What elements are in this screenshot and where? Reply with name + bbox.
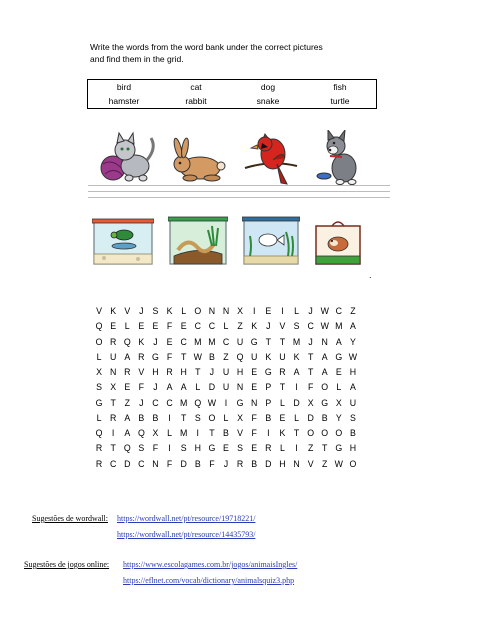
grid-letter[interactable]: G: [95, 397, 103, 408]
grid-letter[interactable]: J: [209, 367, 215, 377]
turtle-tank-picture: [92, 218, 154, 268]
grid-letter[interactable]: C: [307, 321, 314, 332]
grid-letter[interactable]: A: [350, 382, 356, 393]
grid-letter[interactable]: T: [180, 412, 187, 423]
grid-letter[interactable]: E: [138, 321, 145, 332]
grid-letter[interactable]: R: [138, 351, 145, 362]
snake-tank-picture: [168, 216, 228, 268]
grid-letter[interactable]: E: [180, 321, 187, 332]
grid-letter[interactable]: H: [349, 367, 357, 377]
grid-letter[interactable]: T: [307, 367, 314, 377]
grid-letter[interactable]: Q: [95, 321, 103, 332]
grid-letter[interactable]: L: [223, 321, 229, 332]
grid-letter[interactable]: S: [96, 382, 102, 393]
grid-letter[interactable]: C: [109, 458, 117, 469]
grid-letter[interactable]: R: [109, 336, 117, 347]
grid-letter[interactable]: T: [265, 336, 271, 347]
grid-letter[interactable]: T: [110, 397, 116, 408]
grid-letter[interactable]: F: [251, 412, 257, 423]
grid-letter[interactable]: N: [109, 367, 117, 377]
grid-letter[interactable]: D: [265, 458, 272, 469]
grid-letter[interactable]: K: [279, 428, 286, 438]
grid-letter[interactable]: W: [207, 397, 217, 408]
grid-letter[interactable]: R: [279, 367, 286, 377]
grid-letter[interactable]: X: [237, 306, 244, 316]
word-bank-item: hamster: [108, 96, 140, 106]
grid-letter[interactable]: Z: [124, 397, 130, 408]
grid-letter[interactable]: P: [265, 382, 272, 393]
grid-letter[interactable]: A: [335, 336, 342, 347]
grid-letter[interactable]: Z: [307, 443, 314, 454]
grid-letter[interactable]: G: [264, 367, 272, 377]
grid-letter[interactable]: E: [223, 443, 229, 454]
grid-letter[interactable]: Z: [322, 458, 328, 469]
grid-letter[interactable]: C: [194, 321, 201, 332]
grid-letter[interactable]: L: [96, 412, 102, 423]
grid-letter[interactable]: O: [321, 428, 329, 438]
grid-letter[interactable]: V: [138, 367, 145, 377]
word-search-grid: [92, 305, 360, 470]
word-bank: [87, 79, 377, 109]
grid-letter[interactable]: D: [124, 458, 131, 469]
grid-letter[interactable]: F: [166, 351, 173, 362]
grid-letter[interactable]: J: [308, 336, 313, 347]
grid-letter[interactable]: K: [251, 321, 258, 332]
grid-letter[interactable]: I: [295, 443, 298, 454]
grid-letter[interactable]: U: [222, 382, 230, 393]
grid-letter[interactable]: L: [223, 412, 229, 423]
grid-letter[interactable]: N: [222, 306, 230, 316]
grid-letter[interactable]: Q: [95, 428, 103, 438]
grid-letter[interactable]: A: [321, 351, 328, 362]
grid-letter[interactable]: E: [110, 321, 117, 332]
grid-letter[interactable]: S: [138, 443, 145, 454]
grid-letter[interactable]: W: [334, 458, 343, 469]
word-bank-item: turtle: [330, 96, 350, 106]
grid-letter[interactable]: I: [281, 306, 284, 316]
grid-letter[interactable]: G: [335, 443, 343, 454]
grid-letter[interactable]: F: [152, 443, 159, 454]
grid-letter[interactable]: N: [208, 306, 216, 316]
grid-letter[interactable]: M: [208, 336, 216, 347]
grid-letter[interactable]: E: [279, 412, 286, 423]
word-bank-item: rabbit: [185, 96, 207, 106]
grid-letter[interactable]: B: [223, 428, 229, 438]
grid-letter[interactable]: F: [307, 382, 314, 393]
hamster-cage-picture: [312, 218, 364, 268]
instructions: [90, 41, 410, 65]
grid-letter[interactable]: Q: [137, 428, 145, 438]
grid-letter[interactable]: I: [196, 428, 199, 438]
grid-letter[interactable]: O: [307, 428, 315, 438]
grid-letter[interactable]: J: [153, 382, 158, 393]
word-bank-item: snake: [256, 96, 280, 106]
rabbit-picture: [168, 136, 228, 186]
grid-letter[interactable]: E: [251, 367, 258, 377]
grid-letter[interactable]: J: [223, 458, 229, 469]
grid-letter[interactable]: K: [293, 351, 300, 362]
grid-letter[interactable]: I: [267, 428, 270, 438]
grid-letter[interactable]: Y: [335, 412, 342, 423]
grid-letter[interactable]: L: [195, 382, 201, 393]
grid-letter[interactable]: G: [152, 351, 159, 362]
grid-letter[interactable]: A: [321, 367, 328, 377]
word-bank-item: cat: [190, 82, 202, 92]
grid-letter[interactable]: G: [335, 351, 343, 362]
grid-letter[interactable]: S: [152, 306, 159, 316]
grid-letter[interactable]: G: [208, 443, 216, 454]
grid-letter[interactable]: H: [349, 443, 357, 454]
grid-letter[interactable]: R: [95, 458, 103, 469]
grid-letter[interactable]: V: [96, 306, 102, 316]
grid-letter[interactable]: Z: [350, 306, 356, 316]
grid-letter[interactable]: Q: [123, 443, 131, 454]
stray-dot: .: [369, 271, 372, 280]
grid-letter[interactable]: E: [251, 443, 258, 454]
answer-lines: [88, 180, 168, 198]
grid-letter[interactable]: L: [96, 351, 102, 362]
grid-letter[interactable]: C: [180, 336, 187, 347]
grid-letter[interactable]: U: [279, 351, 286, 362]
grid-letter[interactable]: A: [293, 367, 300, 377]
grid-letter[interactable]: M: [180, 428, 188, 438]
grid-letter[interactable]: B: [194, 458, 201, 469]
grid-letter[interactable]: W: [193, 351, 202, 362]
grid-letter[interactable]: L: [279, 397, 285, 408]
grid-letter[interactable]: Q: [194, 397, 202, 408]
instructions-line-1: Write the words from the word bank under the correct pictures: [90, 42, 323, 52]
grid-letter[interactable]: I: [168, 412, 171, 423]
grid-letter[interactable]: L: [294, 412, 299, 423]
grid-letter[interactable]: A: [350, 321, 356, 332]
fish-tank-picture: [242, 216, 300, 268]
answer-lines: [310, 180, 390, 198]
grid-letter[interactable]: G: [236, 397, 244, 408]
grid-letter[interactable]: L: [124, 321, 130, 332]
grid-letter[interactable]: T: [180, 351, 187, 362]
grid-letter[interactable]: E: [166, 336, 173, 347]
grid-letter[interactable]: C: [138, 458, 145, 469]
bird-picture: [243, 128, 299, 186]
wordwall-link[interactable]: https://wordwall.net/pt/resource/14435793/: [117, 530, 256, 539]
grid-letter[interactable]: D: [307, 412, 314, 423]
grid-letter[interactable]: O: [321, 382, 329, 393]
grid-letter[interactable]: I: [111, 428, 115, 438]
grid-letter[interactable]: I: [252, 306, 256, 316]
grid-letter[interactable]: A: [166, 382, 173, 393]
grid-letter[interactable]: D: [180, 458, 187, 469]
grid-letter[interactable]: U: [349, 397, 357, 408]
grid-letter[interactable]: H: [194, 443, 201, 454]
grid-letter[interactable]: M: [292, 336, 301, 347]
grid-letter[interactable]: S: [194, 412, 201, 423]
grid-letter[interactable]: R: [236, 458, 244, 469]
grid-letter[interactable]: C: [335, 306, 343, 316]
grid-letter[interactable]: H: [152, 367, 159, 377]
grid-letter[interactable]: U: [251, 351, 258, 362]
grid-letter[interactable]: N: [293, 458, 300, 469]
grid-letter[interactable]: C: [222, 336, 230, 347]
grid-letter[interactable]: B: [138, 412, 145, 423]
grid-letter[interactable]: E: [124, 382, 131, 393]
grid-letter[interactable]: N: [251, 397, 258, 408]
grid-letter[interactable]: A: [124, 428, 131, 438]
grid-letter[interactable]: Z: [223, 351, 229, 362]
grid-letter[interactable]: G: [250, 336, 258, 347]
grid-letter[interactable]: E: [251, 382, 258, 393]
grid-letter[interactable]: T: [110, 443, 116, 454]
grid-letter[interactable]: S: [293, 321, 300, 332]
grid-letter[interactable]: X: [307, 397, 314, 408]
grid-letter[interactable]: F: [166, 321, 173, 332]
grid-letter[interactable]: B: [251, 458, 258, 469]
grid-letter[interactable]: R: [265, 443, 272, 454]
grid-letter[interactable]: A: [124, 351, 131, 362]
grid-letter[interactable]: J: [308, 306, 313, 316]
grid-letter[interactable]: M: [180, 397, 188, 408]
grid-letter[interactable]: H: [279, 458, 286, 469]
grid-letter[interactable]: F: [251, 428, 257, 438]
grid-letter[interactable]: T: [307, 351, 314, 362]
grid-letter[interactable]: J: [139, 306, 144, 316]
grid-letter[interactable]: X: [237, 412, 244, 423]
grid-letter[interactable]: A: [180, 382, 187, 393]
grid-letter[interactable]: U: [236, 336, 244, 347]
grid-letter[interactable]: X: [335, 397, 342, 408]
grid-letter[interactable]: V: [124, 306, 131, 316]
grid-letter[interactable]: F: [209, 458, 215, 469]
grid-letter[interactable]: L: [279, 443, 285, 454]
grid-letter[interactable]: N: [152, 458, 159, 469]
grid-letter[interactable]: W: [320, 321, 329, 332]
grid-letter[interactable]: I: [224, 397, 228, 408]
grid-letter[interactable]: K: [166, 306, 173, 316]
grid-letter[interactable]: F: [166, 458, 173, 469]
instructions-line-2: and find them in the grid.: [90, 54, 184, 64]
word-bank-item: bird: [116, 82, 132, 92]
grid-letter[interactable]: R: [95, 443, 103, 454]
word-bank-item: dog: [260, 82, 276, 92]
grid-letter[interactable]: G: [321, 397, 329, 408]
grid-letter[interactable]: T: [279, 336, 286, 347]
grid-letter[interactable]: S: [350, 412, 356, 423]
games-label: Sugestões de jogos online:: [24, 560, 110, 569]
grid-letter[interactable]: B: [208, 351, 215, 362]
grid-letter[interactable]: Q: [123, 336, 131, 347]
grid-letter[interactable]: T: [293, 428, 300, 438]
wordwall-label: Sugestões de wordwall:: [32, 514, 108, 523]
grid-letter[interactable]: V: [279, 321, 286, 332]
grid-letter[interactable]: O: [335, 428, 343, 438]
grid-letter[interactable]: R: [124, 367, 131, 377]
grid-letter[interactable]: O: [95, 336, 103, 347]
grid-letter[interactable]: R: [166, 367, 173, 377]
grid-letter[interactable]: T: [322, 443, 328, 454]
grid-letter[interactable]: X: [96, 367, 102, 377]
grid-letter[interactable]: S: [237, 443, 244, 454]
grid-letter[interactable]: Q: [236, 351, 244, 362]
grid-letter[interactable]: D: [208, 382, 216, 393]
word-bank-item: fish: [333, 82, 347, 92]
grid-letter[interactable]: E: [152, 321, 159, 332]
games-link[interactable]: https://www.escolagames.com.br/jogos/animaisIngles/: [123, 560, 298, 569]
grid-letter[interactable]: M: [335, 321, 343, 332]
grid-letter[interactable]: K: [265, 351, 272, 362]
grid-letter[interactable]: F: [138, 382, 145, 393]
grid-letter[interactable]: K: [138, 336, 145, 347]
grid-letter[interactable]: Z: [237, 321, 243, 332]
grid-letter[interactable]: H: [236, 367, 244, 377]
grid-letter[interactable]: L: [167, 428, 173, 438]
grid-letter[interactable]: N: [321, 336, 328, 347]
grid-letter[interactable]: C: [208, 321, 216, 332]
grid-letter[interactable]: D: [293, 397, 300, 408]
grid-letter[interactable]: B: [321, 412, 328, 423]
grid-letter[interactable]: X: [110, 382, 117, 393]
grid-letter[interactable]: V: [237, 428, 244, 438]
cat-picture: [95, 128, 159, 186]
grid-letter[interactable]: W: [320, 306, 329, 316]
grid-letter[interactable]: E: [265, 306, 272, 316]
grid-letter[interactable]: J: [266, 321, 271, 332]
games-link[interactable]: https://eflnet.com/vocab/dictionary/animalsquiz3.php: [123, 576, 295, 585]
grid-letter[interactable]: J: [139, 397, 144, 408]
answer-lines: [164, 180, 244, 198]
grid-letter[interactable]: X: [152, 428, 159, 438]
grid-letter[interactable]: L: [336, 382, 342, 393]
grid-letter[interactable]: C: [166, 397, 173, 408]
grid-letter[interactable]: N: [236, 382, 244, 393]
grid-letter[interactable]: P: [265, 397, 272, 408]
grid-letter[interactable]: E: [335, 367, 342, 377]
grid-letter[interactable]: U: [222, 367, 230, 377]
grid-letter[interactable]: V: [307, 458, 314, 469]
grid-letter[interactable]: I: [168, 443, 171, 454]
grid-letter[interactable]: K: [110, 306, 117, 316]
grid-letter[interactable]: R: [109, 412, 117, 423]
grid-letter[interactable]: H: [180, 367, 187, 377]
grid-letter[interactable]: J: [153, 336, 158, 347]
grid-letter[interactable]: O: [208, 412, 216, 423]
grid-letter[interactable]: B: [350, 428, 356, 438]
grid-letter[interactable]: M: [194, 336, 202, 347]
grid-letter[interactable]: T: [195, 367, 201, 377]
grid-letter[interactable]: U: [109, 351, 117, 362]
grid-letter[interactable]: O: [349, 458, 357, 469]
grid-letter[interactable]: B: [265, 412, 272, 423]
grid-letter[interactable]: W: [348, 351, 358, 362]
grid-letter[interactable]: B: [152, 412, 159, 423]
grid-letter[interactable]: L: [294, 306, 299, 316]
grid-letter[interactable]: T: [279, 382, 286, 393]
grid-letter[interactable]: L: [181, 306, 187, 316]
grid-letter[interactable]: Y: [350, 336, 356, 347]
grid-letter[interactable]: A: [124, 412, 131, 423]
grid-letter[interactable]: I: [295, 382, 298, 393]
grid-letter[interactable]: C: [152, 397, 159, 408]
grid-letter[interactable]: O: [194, 306, 202, 316]
answer-lines: [240, 180, 320, 198]
grid-letter[interactable]: S: [180, 443, 187, 454]
wordwall-link[interactable]: https://wordwall.net/pt/resource/19718221/: [117, 514, 256, 523]
grid-letter[interactable]: T: [209, 428, 215, 438]
